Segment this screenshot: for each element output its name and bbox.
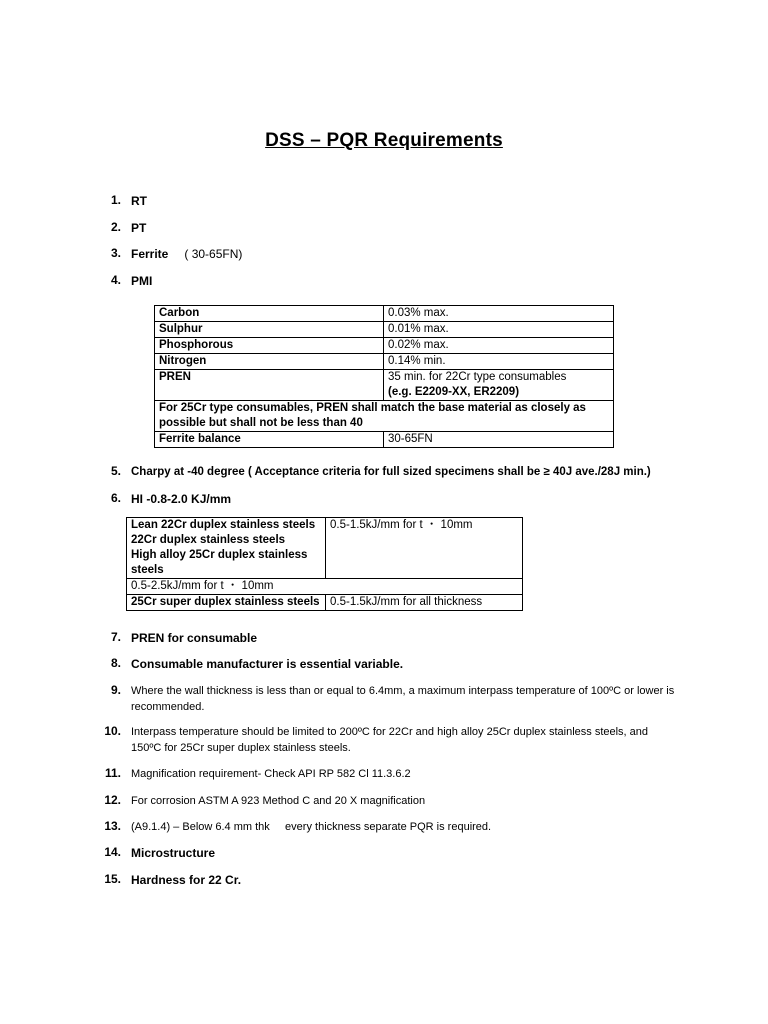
pren-limit: 35 min. for 22Cr type consumables [388,371,567,383]
item-number: 9. [110,683,121,697]
table-row [127,579,523,595]
item-text: Interpass temperature should be limited to 200ºC for 22Cr and high alloy 25Cr duplex stainless steels, and 150ºC for 25Cr super duplex stainless steels. [131,726,649,754]
table-row [155,370,614,401]
item-text: Charpy at -40 degree ( Acceptance criteria for full sized specimens shall be ≥ 40J ave./28J min.) [131,466,651,478]
table-cell: Carbon [155,306,384,322]
item-number: 7. [110,630,121,644]
item-number: 1. [110,193,121,207]
table-cell: Phosphorous [155,338,384,354]
item-number: 6. [110,491,121,505]
table-cell: 25Cr super duplex stainless steels [127,595,326,611]
table-cell [127,518,326,579]
table-cell: 0.02% max. [384,338,614,354]
table-row [155,432,614,448]
item-text: Where the wall thickness is less than or equal to 6.4mm, a maximum interpass temperature of 100ºC or lower is recommended. [131,685,675,713]
steel-grade: High alloy 25Cr duplex stainless steels [131,549,308,576]
table-row [155,401,614,432]
table-cell: 30-65FN [384,432,614,448]
table-cell: 0.01% max. [384,322,614,338]
table-row [155,322,614,338]
item-text: Microstructure [131,846,216,860]
page-title: DSS – PQR Requirements [265,130,503,151]
item-number: 11. [104,766,121,780]
table-cell: 0.5-2.5kJ/mm for t ・ 10mm [127,579,523,595]
item-number: 8. [110,656,121,670]
item-number: 3. [110,246,121,260]
item-text: HI -0.8-2.0 KJ/mm [131,492,232,506]
steel-grade: 22Cr duplex stainless steels [131,534,286,546]
item-text: Ferrite [131,247,169,261]
item-number: 12. [104,793,121,807]
pren-25cr-note: For 25Cr type consumables, PREN shall match the base material as closely as possible but shall not be less than 40 [155,401,614,432]
table-row [127,595,523,611]
item-text: (A9.1.4) – Below 6.4 mm thk every thickness separate PQR is required. [131,821,492,833]
table-cell: Ferrite balance [155,432,384,448]
item-text: Magnification requirement- Check API RP 582 Cl 11.3.6.2 [131,768,411,780]
item-text: RT [131,194,147,208]
item-text: Hardness for 22 Cr. [131,873,242,887]
item-number: 15. [104,872,121,886]
heat-input-table [126,517,523,611]
item-number: 2. [110,220,121,234]
item-text: PMI [131,274,153,288]
item-text: PREN for consumable [131,631,258,645]
ferrite-note: ( 30-65FN) [184,247,243,261]
item-number: 13. [104,819,121,833]
item-text: PT [131,221,147,235]
table-cell: 0.03% max. [384,306,614,322]
table-row [155,338,614,354]
item-number: 4. [110,273,121,287]
table-cell: PREN [155,370,384,401]
table-cell [384,370,614,401]
steel-grade: Lean 22Cr duplex stainless steels [131,519,316,531]
table-row [127,518,523,579]
table-row [155,306,614,322]
item-number: 10. [104,724,121,738]
pmi-table [154,305,614,448]
table-cell: Nitrogen [155,354,384,370]
table-cell: 0.14% min. [384,354,614,370]
table-row [155,354,614,370]
table-cell: 0.5-1.5kJ/mm for t ・ 10mm [326,518,523,579]
table-cell: Sulphur [155,322,384,338]
pren-example: (e.g. E2209-XX, ER2209) [388,386,520,398]
item-number: 14. [104,845,121,859]
item-text: Consumable manufacturer is essential variable. [131,657,404,671]
item-number: 5. [110,464,121,478]
table-cell: 0.5-1.5kJ/mm for all thickness [326,595,523,611]
item-text: For corrosion ASTM A 923 Method C and 20 X magnification [131,795,426,807]
